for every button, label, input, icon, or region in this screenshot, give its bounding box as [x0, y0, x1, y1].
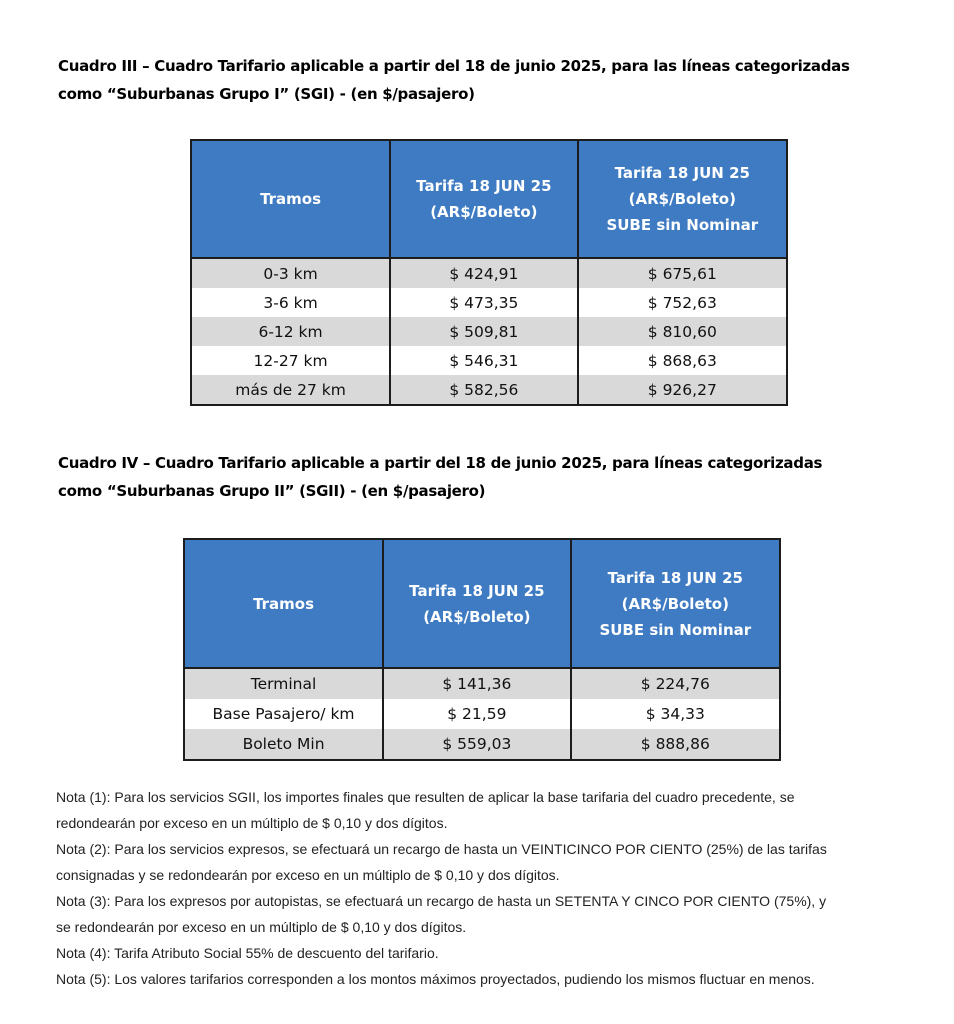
- cuadro-iii-title-line2: como “Suburbanas Grupo I” (SGI) - (en $/pasajero): [58, 85, 475, 103]
- cell-sube: $ 752,63: [578, 288, 787, 317]
- header-tarifa: Tarifa 18 JUN 25 (AR$/Boleto): [383, 539, 571, 668]
- header-tarifa: Tarifa 18 JUN 25 (AR$/Boleto): [390, 140, 578, 258]
- table-row: [191, 375, 787, 405]
- table-row: [184, 699, 780, 729]
- cell-tarifa: $ 582,56: [390, 375, 578, 405]
- cell-tramo: 12-27 km: [191, 346, 390, 375]
- cell-tramo: más de 27 km: [191, 375, 390, 405]
- note-line: Nota (1): Para los servicios SGII, los importes finales que resulten de aplicar la base tarifaria del cuadro precedente, se: [56, 789, 795, 805]
- table-row: [184, 729, 780, 760]
- cell-tramo: Base Pasajero/ km: [184, 699, 383, 729]
- cell-sube: $ 34,33: [571, 699, 780, 729]
- cell-tarifa: $ 546,31: [390, 346, 578, 375]
- cell-tramo: 6-12 km: [191, 317, 390, 346]
- cell-tarifa: $ 559,03: [383, 729, 571, 760]
- cuadro-iii-title-line1: Cuadro III – Cuadro Tarifario aplicable a partir del 18 de junio 2025, para las líneas categorizadas: [58, 57, 850, 75]
- cell-tarifa: $ 141,36: [383, 668, 571, 699]
- cell-tramo: Boleto Min: [184, 729, 383, 760]
- header-tarifa-sube: Tarifa 18 JUN 25 (AR$/Boleto) SUBE sin Nominar: [578, 140, 787, 258]
- cuadro-iii-table: [190, 139, 788, 406]
- header-tramos: Tramos: [191, 140, 390, 258]
- cell-tramo: 0-3 km: [191, 258, 390, 288]
- cell-sube: $ 675,61: [578, 258, 787, 288]
- note-line: consignadas y se redondearán por exceso en un múltiplo de $ 0,10 y dos dígitos.: [56, 867, 560, 883]
- header-tramos: Tramos: [184, 539, 383, 668]
- table-header-row: [184, 539, 780, 668]
- cell-tarifa: $ 424,91: [390, 258, 578, 288]
- note-line: Nota (3): Para los expresos por autopistas, se efectuará un recargo de hasta un SETENTA Y CINCO POR CIENTO (75%), y: [56, 893, 827, 909]
- cuadro-iv-title: [58, 449, 928, 505]
- cell-tarifa: $ 21,59: [383, 699, 571, 729]
- note-line: Nota (5): Los valores tarifarios corresponden a los montos máximos proyectados, pudiendo los mismos fluctuar en menos.: [56, 971, 815, 987]
- note-line: Nota (2): Para los servicios expresos, se efectuará un recargo de hasta un VEINTICINCO POR CIENTO (25%) de las tarifas: [56, 841, 827, 857]
- cell-tarifa: $ 473,35: [390, 288, 578, 317]
- table-row: [191, 346, 787, 375]
- note-line: Nota (4): Tarifa Atributo Social 55% de descuento del tarifario.: [56, 945, 439, 961]
- cuadro-iv-title-line2: como “Suburbanas Grupo II” (SGII) - (en $/pasajero): [58, 482, 486, 500]
- cell-sube: $ 926,27: [578, 375, 787, 405]
- note-line: se redondearán por exceso en un múltiplo de $ 0,10 y dos dígitos.: [56, 919, 467, 935]
- cuadro-iv-table: [183, 538, 781, 761]
- cell-sube: $ 810,60: [578, 317, 787, 346]
- table-row: [191, 258, 787, 288]
- cell-tarifa: $ 509,81: [390, 317, 578, 346]
- header-tarifa-sube: Tarifa 18 JUN 25 (AR$/Boleto) SUBE sin Nominar: [571, 539, 780, 668]
- notes-section: [56, 784, 926, 992]
- cuadro-iv-title-line1: Cuadro IV – Cuadro Tarifario aplicable a partir del 18 de junio 2025, para líneas categorizadas: [58, 454, 823, 472]
- table-header-row: [191, 140, 787, 258]
- table-row: [191, 317, 787, 346]
- cell-sube: $ 888,86: [571, 729, 780, 760]
- table-row: [184, 668, 780, 699]
- cell-sube: $ 224,76: [571, 668, 780, 699]
- cell-tramo: Terminal: [184, 668, 383, 699]
- table-row: [191, 288, 787, 317]
- cell-sube: $ 868,63: [578, 346, 787, 375]
- cuadro-iii-title: [58, 52, 928, 108]
- note-line: redondearán por exceso en un múltiplo de $ 0,10 y dos dígitos.: [56, 815, 448, 831]
- cell-tramo: 3-6 km: [191, 288, 390, 317]
